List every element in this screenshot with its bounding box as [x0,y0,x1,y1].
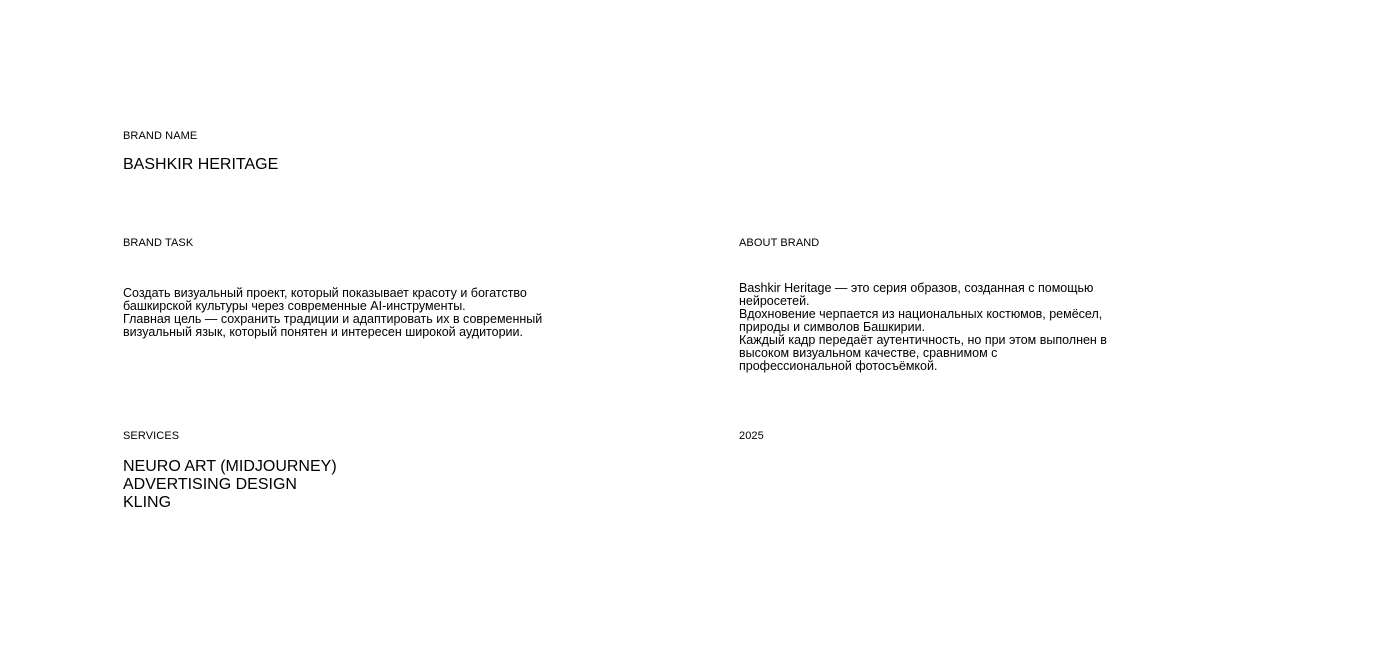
about-brand-line: нейросетей. [739,294,810,308]
brand-name-label: BRAND NAME [123,130,198,142]
brand-task-line: башкирской культуры через современные AI-инструменты. [123,299,466,313]
services-label: SERVICES [123,430,180,442]
brand-task-line: Главная цель — сохранить традиции и адаптировать их в современный [123,312,543,326]
service-item: ADVERTISING DESIGN [123,476,297,493]
brand-task-line: Создать визуальный проект, который показывает красоту и богатство [123,286,527,300]
about-brand-line: природы и символов Башкирии. [739,320,926,334]
brand-name-value: BASHKIR HERITAGE [123,156,279,173]
about-brand-line: Каждый кадр передаёт аутентичность, но при этом выполнен в [739,333,1107,347]
about-brand-text [739,282,1107,373]
about-brand-label: ABOUT BRAND [739,237,820,249]
year-label: 2025 [739,430,764,442]
about-brand-line: высоком визуальном качестве, сравнимом с [739,346,998,360]
service-item: NEURO ART (MIDJOURNEY) [123,458,337,475]
about-brand-line: Вдохновение черпается из национальных костюмов, ремёсел, [739,307,1103,321]
brand-task-text [123,287,542,339]
about-brand-line: Bashkir Heritage — это серия образов, созданная с помощью [739,281,1094,295]
services-list [123,458,337,512]
about-brand-line: профессиональной фотосъёмкой. [739,359,938,373]
service-item: KLING [123,494,172,511]
brand-task-label: BRAND TASK [123,237,194,249]
brand-task-line: визуальный язык, который понятен и интересен широкой аудитории. [123,325,523,339]
